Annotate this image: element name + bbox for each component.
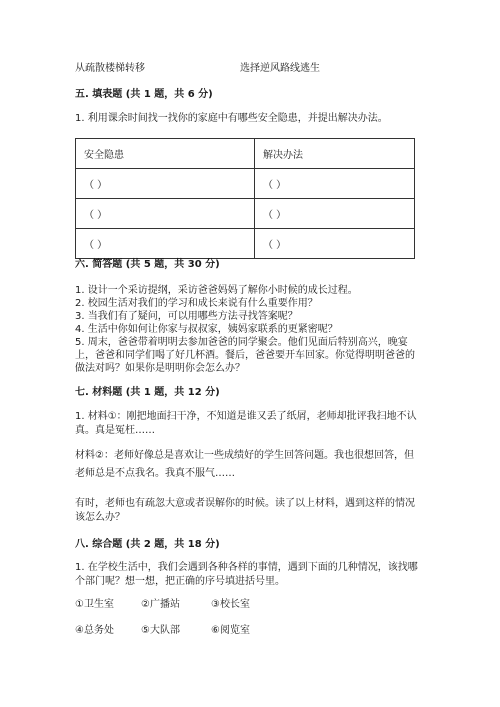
header-solution: 解决办法 — [255, 139, 415, 169]
material1-line: 真。真是冤枉…… — [75, 425, 155, 436]
options-row — [75, 598, 250, 612]
table-row — [76, 229, 415, 259]
table-row — [76, 169, 415, 199]
material-question-line: 该怎么办？ — [75, 512, 125, 523]
table-row — [76, 199, 415, 229]
answer-blank[interactable]: （ ） — [76, 229, 255, 259]
section6-line: 5. 周末，爸爸带着明明去参加爸爸的同学聚会。他们见面后特别高兴，晚宴 — [75, 337, 408, 348]
option-item: ④总务处 — [75, 625, 114, 636]
section6-line: 上，爸爸和同学们喝了好几杯酒。餐后，爸爸要开车回家。你觉得明明爸爸的 — [75, 350, 415, 361]
material2-line: 老师总是不点我名。我真不服气…… — [75, 468, 235, 479]
option-item: ③校长室 — [211, 599, 250, 610]
section6-line: 3. 当我们有了疑问，可以用哪些方法寻找答案呢？ — [75, 311, 298, 322]
section8-heading: 八. 综合题 (共 2 题，共 18 分) — [75, 539, 220, 550]
material1-line: 1. 材料①：刚把地面扫干净，不知道是谁又丢了纸屑，老师却批评我扫地不认 — [75, 411, 417, 422]
section5-heading: 五. 填表题 (共 1 题，共 6 分) — [75, 89, 213, 100]
section5-question: 1. 利用课余时间找一找你的家庭中有哪些安全隐患，并提出解决办法。 — [75, 113, 388, 124]
options-row — [75, 624, 250, 638]
material2-line: 材料②：老师好像总是喜欢让一些成绩好的学生回答问题。我也很想回答，但 — [75, 450, 414, 461]
section6-line: 2. 校园生活对我们的学习和成长来说有什么重要作用？ — [75, 298, 318, 309]
header-hazard: 安全隐患 — [76, 139, 255, 169]
top-line — [75, 62, 320, 76]
option-text-left: 从疏散楼梯转移 — [75, 63, 145, 74]
hazard-table — [75, 138, 415, 259]
answer-blank[interactable]: （ ） — [255, 199, 415, 229]
option-item: ⑤大队部 — [141, 625, 180, 636]
answer-blank[interactable]: （ ） — [76, 199, 255, 229]
answer-blank[interactable]: （ ） — [255, 169, 415, 199]
section7-heading: 七. 材料题 (共 1 题，共 12 分) — [75, 387, 220, 398]
section8-question-line: 1. 在学校生活中，我们会遇到各种各样的事情，遇到下面的几种情况，该找哪 — [75, 562, 418, 573]
option-item: ①卫生室 — [75, 599, 114, 610]
option-item: ②广播站 — [141, 599, 180, 610]
table-header-row — [76, 139, 415, 169]
option-text-right: 选择逆风路线逃生 — [240, 63, 320, 74]
section6-line: 做法对吗？如果你是明明你会怎么办？ — [75, 363, 245, 374]
section6-line: 1. 设计一个采访提纲，采访爸爸妈妈了解你小时候的成长过程。 — [75, 285, 358, 296]
answer-blank[interactable]: （ ） — [76, 169, 255, 199]
section6-heading: 六. 简答题 (共 5 题，共 30 分) — [75, 259, 220, 270]
answer-blank[interactable]: （ ） — [255, 229, 415, 259]
material-question-line: 有时，老师也有疏忽大意或者误解你的时候。读了以上材料，遇到这样的情况 — [75, 498, 415, 509]
section8-question-line: 个部门呢？想一想，把正确的序号填进括号里。 — [75, 576, 285, 587]
section6-line: 4. 生活中你如何让你家与叔叔家，姨妈家联系的更紧密呢？ — [75, 324, 338, 335]
option-item: ⑥阅览室 — [211, 625, 250, 636]
